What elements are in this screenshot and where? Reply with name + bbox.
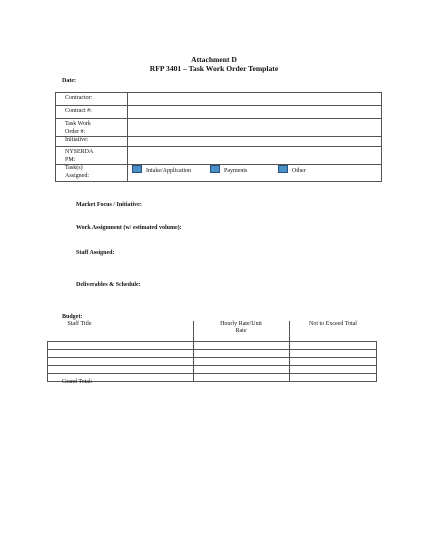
date-label: Date:	[62, 78, 76, 84]
other-label: Other	[292, 168, 306, 175]
tasks-assigned-label-line1: Task(s)	[65, 165, 83, 172]
hourly-rate-cell[interactable]	[193, 341, 289, 349]
budget-row	[48, 357, 377, 365]
staff-title-cell[interactable]	[48, 349, 194, 357]
budget-row	[48, 365, 377, 373]
task-work-order-field[interactable]	[128, 119, 382, 137]
task-work-order-label-line2: Order #:	[65, 128, 86, 135]
tasks-assigned-options	[128, 165, 382, 181]
intake-checkbox[interactable]	[132, 165, 142, 173]
budget-row	[48, 349, 377, 357]
hourly-rate-cell[interactable]	[193, 365, 289, 373]
grand-total-label: Grand Total:	[62, 379, 93, 385]
intake-label: Intake/Application	[146, 168, 191, 175]
nyserda-pm-label	[56, 147, 128, 165]
nyserda-pm-label-line2: PM:	[65, 156, 76, 163]
market-focus-heading: Market Focus / Initiative:	[76, 202, 142, 208]
hourly-rate-header-line2: Rate	[235, 328, 247, 334]
initiative-field[interactable]	[128, 137, 382, 147]
hourly-rate-header	[193, 321, 289, 341]
nyserda-pm-field[interactable]	[128, 147, 382, 165]
not-to-exceed-cell[interactable]	[289, 349, 377, 357]
rfp-title: RFP 3401 – Task Work Order Template	[149, 63, 279, 73]
hourly-rate-cell[interactable]	[193, 357, 289, 365]
initiative-label: Initiative:	[56, 137, 128, 147]
staff-title-cell[interactable]	[48, 357, 194, 365]
task-work-order-label	[56, 119, 128, 137]
payments-checkbox[interactable]	[210, 165, 220, 173]
staff-title-cell[interactable]	[48, 341, 194, 349]
staff-assigned-heading: Staff Assigned:	[76, 250, 115, 256]
other-checkbox[interactable]	[278, 165, 288, 173]
contract-number-label: Contract #:	[56, 106, 128, 119]
budget-row	[48, 373, 377, 381]
hourly-rate-cell[interactable]	[193, 373, 289, 381]
staff-title-header: Staff Title	[48, 321, 194, 341]
tasks-assigned-label-line2: Assigned:	[65, 172, 89, 179]
payments-label: Payments	[224, 168, 248, 175]
deliverables-heading: Deliverables & Schedule:	[76, 282, 141, 288]
work-assignment-heading: Work Assignment (w/ estimated volume):	[76, 225, 182, 231]
option-other[interactable]	[278, 165, 306, 176]
not-to-exceed-cell[interactable]	[289, 341, 377, 349]
contractor-field[interactable]	[128, 93, 382, 106]
hourly-rate-cell[interactable]	[193, 349, 289, 357]
budget-heading: Budget:	[62, 314, 83, 320]
contractor-label: Contractor:	[56, 93, 128, 106]
option-payments[interactable]	[210, 165, 278, 176]
budget-table	[47, 321, 377, 382]
nyserda-pm-label-line1: NYSERDA	[65, 149, 94, 156]
budget-row	[48, 341, 377, 349]
contract-number-field[interactable]	[128, 106, 382, 119]
hourly-rate-header-line1: Hourly Rate/Unit	[220, 321, 262, 327]
not-to-exceed-header: Not to Exceed Total	[289, 321, 377, 341]
tasks-assigned-label	[56, 165, 128, 181]
info-table	[55, 92, 382, 182]
task-work-order-label-line1: Task Work	[65, 121, 91, 127]
option-intake[interactable]	[132, 165, 210, 176]
not-to-exceed-cell[interactable]	[289, 373, 377, 381]
not-to-exceed-cell[interactable]	[289, 357, 377, 365]
not-to-exceed-cell[interactable]	[289, 365, 377, 373]
attachment-title: Attachment D	[191, 55, 237, 64]
staff-title-cell[interactable]	[48, 365, 194, 373]
